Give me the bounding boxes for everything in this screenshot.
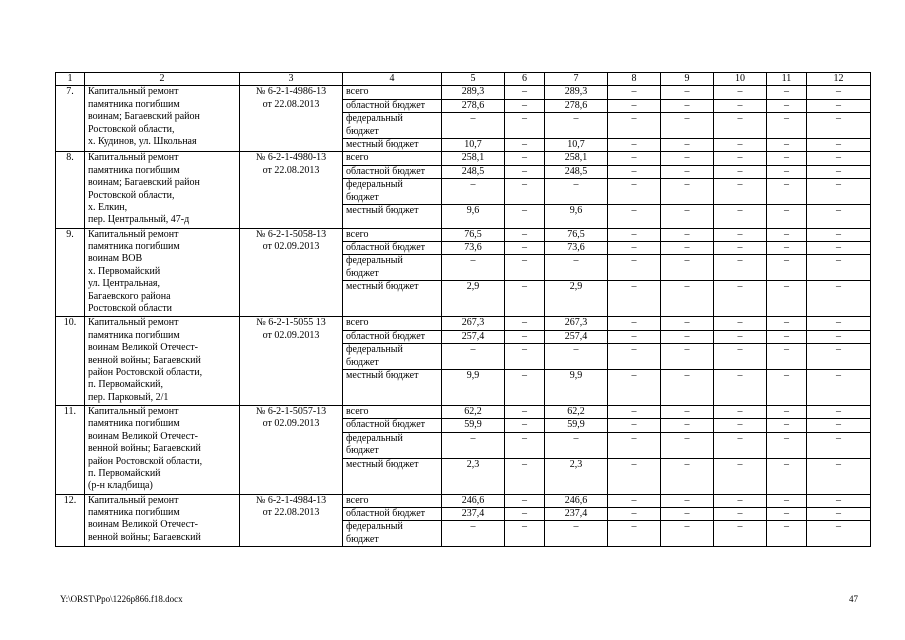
- value-cell: –: [714, 521, 767, 547]
- description-line: памятника погибшим: [88, 98, 180, 110]
- budget-type: местный бюджет: [343, 458, 442, 494]
- value-cell: –: [661, 458, 714, 494]
- value-cell: –: [807, 242, 871, 255]
- description-line: воинам Великой Отечест-: [88, 430, 198, 442]
- value-cell: –: [767, 152, 807, 165]
- value-cell: 246,6: [442, 494, 505, 507]
- description-line: памятника погибшим: [88, 164, 180, 176]
- value-cell: –: [608, 432, 661, 458]
- description-line: х. Первомайский: [88, 265, 161, 277]
- value-cell: –: [608, 113, 661, 139]
- value-cell: –: [545, 344, 608, 370]
- value-cell: –: [505, 139, 545, 152]
- budget-type: местный бюджет: [343, 281, 442, 317]
- budget-type: всего: [343, 86, 442, 99]
- description-line: п. Первомайский: [88, 467, 161, 479]
- value-cell: 2,3: [545, 458, 608, 494]
- value-cell: –: [608, 317, 661, 330]
- value-cell: –: [608, 179, 661, 205]
- value-cell: 246,6: [545, 494, 608, 507]
- column-number: 9: [661, 73, 714, 86]
- value-cell: –: [442, 432, 505, 458]
- value-cell: –: [505, 152, 545, 165]
- budget-type: местный бюджет: [343, 139, 442, 152]
- value-cell: –: [807, 317, 871, 330]
- value-cell: –: [505, 113, 545, 139]
- description-line: х. Елкин,: [88, 202, 128, 214]
- value-cell: 9,9: [442, 369, 505, 405]
- column-number: 3: [240, 73, 343, 86]
- value-cell: –: [545, 255, 608, 281]
- value-cell: 278,6: [545, 99, 608, 112]
- description-line: памятника погибшим: [88, 241, 180, 253]
- value-cell: –: [807, 179, 871, 205]
- value-cell: –: [661, 507, 714, 520]
- value-cell: –: [661, 139, 714, 152]
- value-cell: –: [767, 317, 807, 330]
- value-cell: 2,9: [442, 281, 505, 317]
- description-line: Капитальный ремонт: [88, 228, 179, 240]
- document-reference: [240, 86, 343, 152]
- description-line: ул. Центральная,: [88, 278, 161, 290]
- budget-type: всего: [343, 494, 442, 507]
- description-line: венной войны; Багаевский: [88, 531, 201, 543]
- description-line: район Ростовской области,: [88, 455, 203, 467]
- value-cell: 10,7: [442, 139, 505, 152]
- value-cell: –: [608, 165, 661, 178]
- budget-type: всего: [343, 228, 442, 241]
- value-cell: –: [807, 281, 871, 317]
- value-cell: –: [714, 419, 767, 432]
- value-cell: –: [767, 228, 807, 241]
- value-cell: –: [714, 255, 767, 281]
- value-cell: 59,9: [442, 419, 505, 432]
- value-cell: –: [767, 494, 807, 507]
- description-line: воинам Великой Отечест-: [88, 342, 198, 354]
- value-cell: 76,5: [545, 228, 608, 241]
- value-cell: 10,7: [545, 139, 608, 152]
- value-cell: 267,3: [442, 317, 505, 330]
- value-cell: –: [608, 405, 661, 418]
- value-cell: –: [661, 317, 714, 330]
- table-row: [56, 494, 871, 507]
- value-cell: 289,3: [545, 86, 608, 99]
- value-cell: –: [807, 165, 871, 178]
- budget-type: федеральный бюджет: [343, 521, 442, 547]
- value-cell: 73,6: [545, 242, 608, 255]
- page-number: 47: [849, 594, 858, 604]
- value-cell: –: [661, 281, 714, 317]
- column-number: 2: [85, 73, 240, 86]
- object-description: [85, 494, 240, 547]
- column-number: 5: [442, 73, 505, 86]
- value-cell: –: [714, 432, 767, 458]
- value-cell: –: [661, 432, 714, 458]
- value-cell: –: [807, 152, 871, 165]
- row-number: 7.: [56, 86, 85, 152]
- description-line: памятника погибшим: [88, 506, 180, 518]
- value-cell: –: [767, 405, 807, 418]
- value-cell: –: [714, 205, 767, 229]
- budget-type: областной бюджет: [343, 419, 442, 432]
- value-cell: –: [505, 369, 545, 405]
- value-cell: 248,5: [442, 165, 505, 178]
- column-number-row: [56, 73, 871, 86]
- description-line: Капитальный ремонт: [88, 494, 179, 506]
- value-cell: –: [505, 494, 545, 507]
- column-number: 8: [608, 73, 661, 86]
- value-cell: 9,6: [545, 205, 608, 229]
- budget-type: областной бюджет: [343, 99, 442, 112]
- value-cell: –: [807, 205, 871, 229]
- description-line: район Ростовской области,: [88, 366, 203, 378]
- value-cell: –: [767, 419, 807, 432]
- description-line: Ростовской области,: [88, 189, 175, 201]
- value-cell: –: [608, 369, 661, 405]
- value-cell: –: [714, 86, 767, 99]
- value-cell: –: [661, 344, 714, 370]
- value-cell: –: [608, 330, 661, 343]
- description-line: Ростовской области,: [88, 123, 175, 135]
- value-cell: –: [714, 99, 767, 112]
- value-cell: –: [807, 419, 871, 432]
- description-line: Ростовской области: [88, 303, 172, 315]
- value-cell: –: [505, 330, 545, 343]
- value-cell: –: [545, 179, 608, 205]
- budget-type: федеральный бюджет: [343, 113, 442, 139]
- value-cell: –: [807, 86, 871, 99]
- row-number: 10.: [56, 317, 85, 406]
- description-line: пер. Парковый, 2/1: [88, 391, 169, 403]
- budget-type: федеральный бюджет: [343, 179, 442, 205]
- value-cell: –: [661, 165, 714, 178]
- value-cell: –: [714, 165, 767, 178]
- object-description: [85, 152, 240, 228]
- value-cell: –: [608, 281, 661, 317]
- object-description: [85, 228, 240, 317]
- value-cell: –: [442, 179, 505, 205]
- value-cell: –: [505, 432, 545, 458]
- value-cell: –: [661, 86, 714, 99]
- value-cell: –: [608, 255, 661, 281]
- value-cell: –: [442, 344, 505, 370]
- document-reference: [240, 494, 343, 547]
- value-cell: –: [608, 205, 661, 229]
- value-cell: –: [661, 179, 714, 205]
- table-row: [56, 86, 871, 99]
- document-line: № 6-2-1-4980-13: [255, 152, 327, 164]
- document-reference: [240, 152, 343, 228]
- description-line: воинам Великой Отечест-: [88, 519, 198, 531]
- value-cell: –: [807, 405, 871, 418]
- document-line: от 02.09.2013: [262, 329, 320, 341]
- budget-type: всего: [343, 405, 442, 418]
- value-cell: –: [714, 317, 767, 330]
- value-cell: –: [714, 330, 767, 343]
- value-cell: –: [505, 255, 545, 281]
- document-reference: [240, 405, 343, 494]
- value-cell: –: [767, 432, 807, 458]
- column-number: 12: [807, 73, 871, 86]
- document-line: № 6-2-1-5055 13: [256, 317, 326, 329]
- value-cell: –: [767, 344, 807, 370]
- value-cell: –: [767, 86, 807, 99]
- column-number: 11: [767, 73, 807, 86]
- document-line: от 02.09.2013: [262, 418, 320, 430]
- column-number: 6: [505, 73, 545, 86]
- column-number: 1: [56, 73, 85, 86]
- value-cell: –: [767, 139, 807, 152]
- description-line: венной войны; Багаевский: [88, 354, 201, 366]
- value-cell: –: [767, 205, 807, 229]
- value-cell: –: [807, 432, 871, 458]
- value-cell: 237,4: [442, 507, 505, 520]
- budget-type: всего: [343, 152, 442, 165]
- value-cell: –: [714, 344, 767, 370]
- value-cell: 76,5: [442, 228, 505, 241]
- value-cell: –: [807, 521, 871, 547]
- value-cell: –: [661, 494, 714, 507]
- value-cell: –: [714, 507, 767, 520]
- value-cell: 248,5: [545, 165, 608, 178]
- value-cell: –: [661, 405, 714, 418]
- description-line: Капитальный ремонт: [88, 86, 179, 98]
- value-cell: –: [767, 458, 807, 494]
- value-cell: 59,9: [545, 419, 608, 432]
- column-number: 4: [343, 73, 442, 86]
- value-cell: –: [661, 113, 714, 139]
- row-number: 11.: [56, 405, 85, 494]
- value-cell: –: [767, 281, 807, 317]
- value-cell: –: [767, 255, 807, 281]
- value-cell: –: [714, 494, 767, 507]
- value-cell: –: [608, 242, 661, 255]
- value-cell: –: [767, 165, 807, 178]
- description-line: пер. Центральный, 47-д: [88, 214, 190, 226]
- document-line: от 22.08.2013: [262, 98, 320, 110]
- object-description: [85, 317, 240, 406]
- value-cell: –: [807, 507, 871, 520]
- row-number: 12.: [56, 494, 85, 547]
- budget-type: областной бюджет: [343, 507, 442, 520]
- description-line: Капитальный ремонт: [88, 152, 179, 164]
- column-number: 10: [714, 73, 767, 86]
- row-number: 9.: [56, 228, 85, 317]
- value-cell: –: [767, 330, 807, 343]
- value-cell: –: [661, 242, 714, 255]
- value-cell: –: [714, 179, 767, 205]
- value-cell: –: [807, 330, 871, 343]
- value-cell: –: [505, 458, 545, 494]
- value-cell: –: [505, 99, 545, 112]
- description-line: воинам ВОВ: [88, 253, 143, 265]
- value-cell: –: [661, 152, 714, 165]
- value-cell: –: [767, 507, 807, 520]
- description-line: венной войны; Багаевский: [88, 443, 201, 455]
- value-cell: –: [714, 152, 767, 165]
- value-cell: –: [767, 242, 807, 255]
- value-cell: 62,2: [545, 405, 608, 418]
- value-cell: –: [505, 317, 545, 330]
- budget-type: областной бюджет: [343, 242, 442, 255]
- budget-type: федеральный бюджет: [343, 255, 442, 281]
- value-cell: –: [608, 419, 661, 432]
- value-cell: –: [767, 521, 807, 547]
- value-cell: 2,3: [442, 458, 505, 494]
- value-cell: –: [608, 152, 661, 165]
- value-cell: 237,4: [545, 507, 608, 520]
- value-cell: –: [807, 139, 871, 152]
- value-cell: –: [545, 113, 608, 139]
- budget-table: [55, 72, 871, 547]
- value-cell: 267,3: [545, 317, 608, 330]
- value-cell: –: [714, 281, 767, 317]
- value-cell: –: [505, 281, 545, 317]
- value-cell: –: [442, 521, 505, 547]
- value-cell: –: [505, 507, 545, 520]
- value-cell: –: [714, 228, 767, 241]
- value-cell: 9,9: [545, 369, 608, 405]
- value-cell: 9,6: [442, 205, 505, 229]
- value-cell: –: [661, 419, 714, 432]
- value-cell: 62,2: [442, 405, 505, 418]
- value-cell: 73,6: [442, 242, 505, 255]
- value-cell: –: [661, 369, 714, 405]
- value-cell: –: [608, 344, 661, 370]
- value-cell: –: [661, 330, 714, 343]
- row-number: 8.: [56, 152, 85, 228]
- value-cell: –: [807, 344, 871, 370]
- value-cell: –: [661, 255, 714, 281]
- value-cell: –: [661, 205, 714, 229]
- value-cell: –: [807, 494, 871, 507]
- value-cell: 258,1: [545, 152, 608, 165]
- value-cell: –: [714, 242, 767, 255]
- document-line: № 6-2-1-5058-13: [255, 228, 327, 240]
- description-line: памятника погибшим: [88, 418, 180, 430]
- budget-type: местный бюджет: [343, 205, 442, 229]
- value-cell: –: [608, 139, 661, 152]
- value-cell: 289,3: [442, 86, 505, 99]
- value-cell: –: [661, 99, 714, 112]
- budget-type: федеральный бюджет: [343, 344, 442, 370]
- value-cell: –: [608, 86, 661, 99]
- document-line: от 02.09.2013: [262, 241, 320, 253]
- value-cell: –: [505, 86, 545, 99]
- value-cell: –: [505, 419, 545, 432]
- value-cell: –: [608, 507, 661, 520]
- description-line: Капитальный ремонт: [88, 405, 179, 417]
- budget-type: областной бюджет: [343, 165, 442, 178]
- description-line: (р-н кладбища): [88, 480, 153, 492]
- value-cell: –: [505, 521, 545, 547]
- value-cell: 257,4: [442, 330, 505, 343]
- description-line: х. Кудинов, ул. Школьная: [88, 136, 197, 148]
- value-cell: –: [807, 458, 871, 494]
- document-line: № 6-2-1-4984-13: [255, 494, 327, 506]
- value-cell: –: [505, 242, 545, 255]
- column-number: 7: [545, 73, 608, 86]
- table-row: [56, 317, 871, 330]
- value-cell: –: [608, 99, 661, 112]
- description-line: Багаевского района: [88, 290, 171, 302]
- document-line: № 6-2-1-5057-13: [255, 405, 327, 417]
- value-cell: –: [767, 179, 807, 205]
- value-cell: –: [442, 255, 505, 281]
- value-cell: –: [608, 521, 661, 547]
- value-cell: –: [505, 205, 545, 229]
- value-cell: –: [505, 165, 545, 178]
- value-cell: –: [807, 255, 871, 281]
- document-line: от 22.08.2013: [262, 506, 320, 518]
- description-line: п. Первомайский,: [88, 379, 164, 391]
- object-description: [85, 405, 240, 494]
- value-cell: –: [505, 179, 545, 205]
- value-cell: –: [545, 521, 608, 547]
- description-line: воинам; Багаевский район: [88, 111, 200, 123]
- value-cell: –: [714, 113, 767, 139]
- document-line: от 22.08.2013: [262, 164, 320, 176]
- document-line: № 6-2-1-4986-13: [255, 86, 327, 98]
- value-cell: –: [545, 432, 608, 458]
- value-cell: –: [505, 405, 545, 418]
- table-row: [56, 228, 871, 241]
- value-cell: –: [714, 458, 767, 494]
- footer-file-path: Y:\ORST\Ppo\1226p866.f18.docx: [60, 594, 183, 604]
- value-cell: –: [661, 228, 714, 241]
- value-cell: –: [807, 113, 871, 139]
- description-line: Капитальный ремонт: [88, 317, 179, 329]
- value-cell: –: [608, 228, 661, 241]
- value-cell: –: [807, 228, 871, 241]
- description-line: памятника погибшим: [88, 329, 180, 341]
- object-description: [85, 86, 240, 152]
- value-cell: –: [505, 344, 545, 370]
- value-cell: –: [442, 113, 505, 139]
- document-reference: [240, 228, 343, 317]
- table-row: [56, 152, 871, 165]
- value-cell: –: [767, 369, 807, 405]
- budget-type: всего: [343, 317, 442, 330]
- budget-type: областной бюджет: [343, 330, 442, 343]
- value-cell: 258,1: [442, 152, 505, 165]
- value-cell: –: [714, 139, 767, 152]
- value-cell: –: [767, 99, 807, 112]
- document-reference: [240, 317, 343, 406]
- value-cell: –: [505, 228, 545, 241]
- value-cell: –: [608, 458, 661, 494]
- value-cell: –: [767, 113, 807, 139]
- budget-type: местный бюджет: [343, 369, 442, 405]
- value-cell: –: [608, 494, 661, 507]
- value-cell: 257,4: [545, 330, 608, 343]
- budget-type: федеральный бюджет: [343, 432, 442, 458]
- value-cell: –: [807, 369, 871, 405]
- value-cell: –: [714, 405, 767, 418]
- description-line: воинам; Багаевский район: [88, 177, 200, 189]
- table-row: [56, 405, 871, 418]
- value-cell: 2,9: [545, 281, 608, 317]
- value-cell: –: [661, 521, 714, 547]
- value-cell: –: [714, 369, 767, 405]
- value-cell: –: [807, 99, 871, 112]
- value-cell: 278,6: [442, 99, 505, 112]
